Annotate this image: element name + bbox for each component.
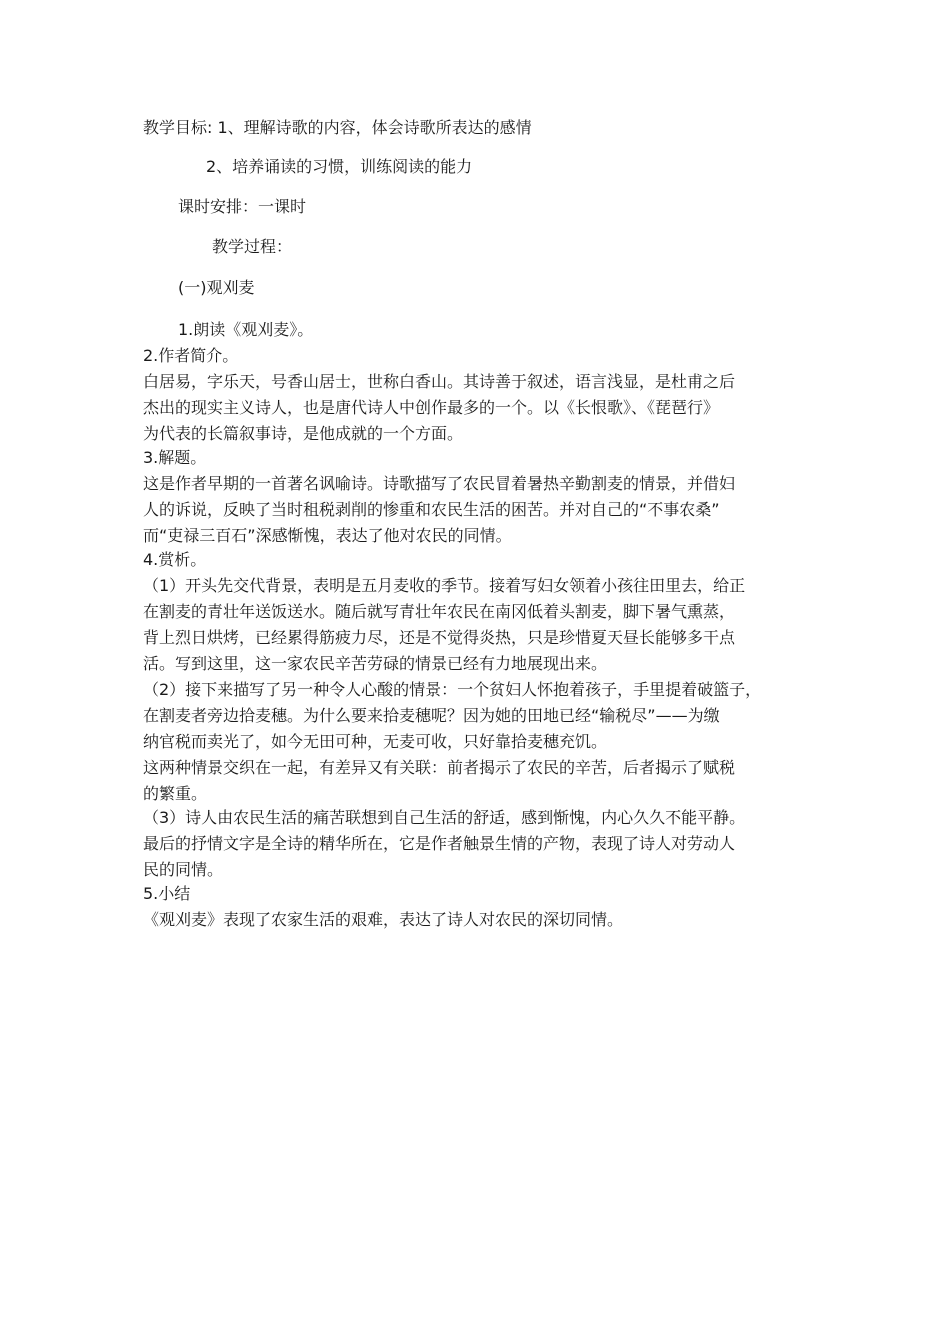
appreciation-line-5: （2）接下来描写了另一种令人心酸的情景：一个贫妇人怀抱着孩子，手里提着破篮子， [143,680,762,699]
objective-line-2: 2、培养诵读的习惯，训练阅读的能力 [206,157,473,176]
summary-line-1: 《观刈麦》表现了农家生活的艰难，表达了诗人对农民的深切同情。 [143,910,624,929]
author-heading: 2.作者简介。 [143,346,239,365]
title-explain-line-2: 人的诉说，反映了当时租税剥削的惨重和农民生活的困苦。并对自己的“不事农桑” [143,500,720,519]
summary-heading: 5.小结 [143,884,191,903]
appreciation-line-6: 在割麦者旁边拾麦穗。为什么要来拾麦穗呢？因为她的田地已经“输税尽”——为缴 [143,706,720,725]
appreciation-line-7: 纳官税而卖光了，如今无田可种，无麦可收，只好靠拾麦穗充饥。 [143,732,608,751]
appreciation-line-3: 背上烈日烘烤，已经累得筋疲力尽，还是不觉得炎热，只是珍惜夏天昼长能够多干点 [143,628,736,647]
objective-line-1: 教学目标: 1、理解诗歌的内容，体会诗歌所表达的感情 [143,118,532,137]
appreciation-heading: 4.赏析。 [143,550,207,569]
author-line-1: 白居易，字乐天，号香山居士，世称白香山。其诗善于叙述，语言浅显，是杜甫之后 [143,372,736,391]
author-line-2: 杰出的现实主义诗人，也是唐代诗人中创作最多的一个。以《长恨歌》、《琵琶行》 [143,398,720,417]
schedule-line: 课时安排：一课时 [178,197,307,216]
appreciation-line-4: 活。写到这里，这一家农民辛苦劳碌的情景已经有力地展现出来。 [143,654,608,673]
appreciation-line-2: 在割麦的青壮年送饭送水。随后就写青壮年农民在南冈低着头割麦，脚下暑气熏蒸， [143,602,736,621]
appreciation-line-8: 这两种情景交织在一起，有差异又有关联：前者揭示了农民的辛苦，后者揭示了赋税 [143,758,736,777]
appreciation-line-9: 的繁重。 [143,784,208,803]
title-explain-line-3: 而“吏禄三百石”深感惭愧，表达了他对农民的同情。 [143,526,512,545]
author-line-3: 为代表的长篇叙事诗，是他成就的一个方面。 [143,424,464,443]
title-explain-line-1: 这是作者早期的一首著名讽喻诗。诗歌描写了农民冒着暑热辛勤割麦的情景，并借妇 [143,474,736,493]
appreciation-line-11: 最后的抒情文字是全诗的精华所在，它是作者触景生情的产物，表现了诗人对劳动人 [143,834,736,853]
step-1-line: 1.朗读《观刈麦》。 [178,320,314,339]
process-heading: 教学过程： [212,237,293,256]
appreciation-line-1: （1）开头先交代背景，表明是五月麦收的季节。接着写妇女领着小孩往田里去，给正 [143,576,746,595]
appreciation-line-10: （3）诗人由农民生活的痛苦联想到自己生活的舒适，感到惭愧，内心久久不能平静。 [143,808,746,827]
section-heading: (一)观刈麦 [178,278,255,297]
title-explain-heading: 3.解题。 [143,448,207,467]
appreciation-line-12: 民的同情。 [143,860,224,879]
